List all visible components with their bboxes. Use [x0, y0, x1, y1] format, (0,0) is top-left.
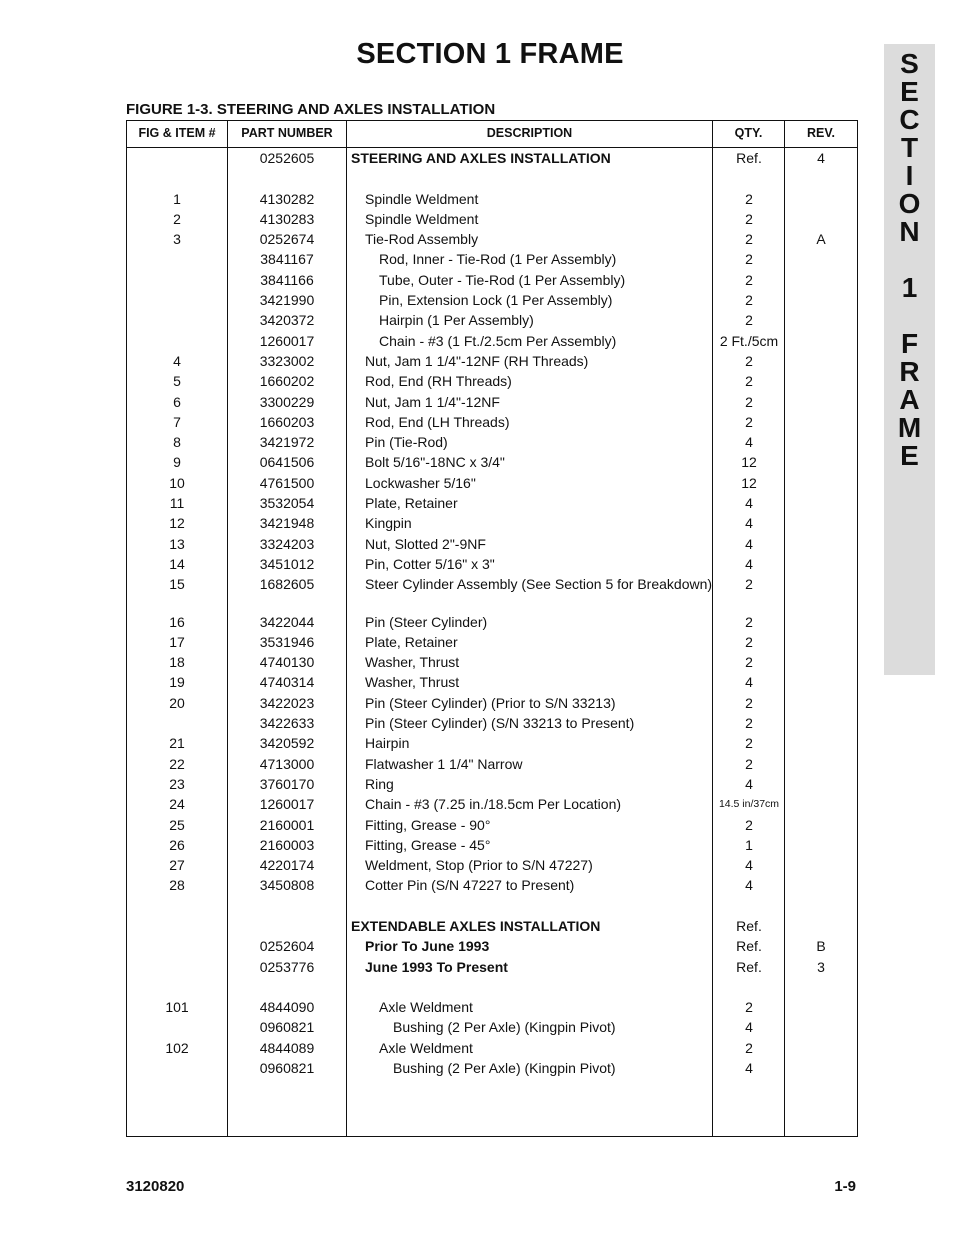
cell-qty: Ref.	[736, 938, 762, 955]
side-tab-letter: S	[900, 48, 919, 79]
table-row	[127, 776, 857, 793]
table-row	[127, 251, 857, 268]
cell-part-number: 3323002	[259, 352, 315, 369]
table-row	[127, 1060, 857, 1077]
cell-qty: 2	[745, 251, 753, 268]
side-tab-letter: O	[898, 188, 921, 219]
cell-qty: 2	[745, 271, 753, 288]
cell-part-number: 3420372	[259, 312, 315, 329]
cell-part-number: 3421990	[259, 292, 315, 309]
table-row	[127, 1040, 857, 1057]
cell-description: Pin (Steer Cylinder) (Prior to S/N 33213)	[365, 694, 616, 711]
cell-fig-item: 13	[169, 535, 185, 552]
cell-qty: 2	[745, 292, 753, 309]
cell-qty: 12	[741, 454, 757, 471]
cell-fig-item: 1	[173, 190, 181, 207]
cell-part-number: 0253776	[259, 958, 315, 975]
cell-part-number: 0960821	[259, 1019, 315, 1036]
side-tab-letter	[884, 302, 935, 330]
cell-description: Hairpin (1 Per Assembly)	[379, 312, 534, 329]
cell-fig-item: 14	[169, 555, 185, 572]
cell-qty: 14.5 in/37cm	[718, 798, 780, 811]
cell-qty: 2	[745, 633, 753, 650]
cell-fig-item: 9	[173, 454, 181, 471]
cell-qty: 2	[745, 373, 753, 390]
cell-description: Cotter Pin (S/N 47227 to Present)	[365, 877, 575, 894]
cell-fig-item: 10	[169, 474, 185, 491]
cell-description: Weldment, Stop (Prior to S/N 47227)	[365, 857, 593, 874]
table-row	[127, 1019, 857, 1036]
cell-part-number: 3420592	[259, 735, 315, 752]
cell-part-number: 3841166	[260, 271, 314, 288]
table-row	[127, 756, 857, 773]
cell-part-number: 3531946	[259, 633, 315, 650]
cell-qty: 2	[745, 694, 753, 711]
cell-part-number: 0252604	[259, 938, 315, 955]
cell-part-number: 1682605	[259, 576, 315, 593]
cell-rev: B	[816, 938, 826, 955]
cell-qty: 4	[745, 877, 753, 894]
cell-part-number: 3300229	[259, 393, 315, 410]
table-row	[127, 817, 857, 834]
cell-description: Pin (Steer Cylinder)	[365, 613, 488, 630]
table-row	[127, 918, 857, 935]
cell-part-number: 1660202	[259, 373, 315, 390]
side-tab-letter: E	[900, 440, 919, 471]
cell-qty: 2	[745, 1039, 753, 1056]
table-body	[127, 147, 857, 1077]
cell-part-number: 4130282	[259, 190, 315, 207]
cell-qty: 2	[745, 352, 753, 369]
side-tab-letter	[884, 246, 935, 274]
cell-description: Bushing (2 Per Axle) (Kingpin Pivot)	[393, 1060, 616, 1077]
cell-description: Rod, End (RH Threads)	[365, 373, 512, 390]
cell-part-number: 4220174	[259, 857, 315, 874]
table-row	[127, 312, 857, 329]
cell-part-number: 3421948	[259, 515, 315, 532]
cell-part-number: 3760170	[259, 775, 315, 792]
cell-fig-item: 101	[165, 999, 189, 1016]
cell-description: Plate, Retainer	[365, 495, 458, 512]
cell-part-number: 3422044	[259, 613, 315, 630]
cell-description: Ring	[365, 775, 394, 792]
cell-qty: 2	[745, 393, 753, 410]
cell-description: Pin, Cotter 5/16" x 3"	[365, 555, 495, 572]
table-row	[127, 333, 857, 350]
side-tab-letter: E	[900, 76, 919, 107]
cell-fig-item: 19	[169, 674, 185, 691]
table-row	[127, 959, 857, 976]
cell-part-number: 3422023	[259, 694, 315, 711]
cell-fig-item: 11	[169, 495, 185, 512]
cell-fig-item: 28	[169, 877, 185, 894]
cell-qty: 4	[745, 495, 753, 512]
cell-fig-item: 23	[169, 775, 185, 792]
cell-qty: 12	[741, 474, 757, 491]
cell-part-number: 0252674	[259, 231, 315, 248]
cell-description: Axle Weldment	[379, 999, 473, 1016]
section-side-tab	[884, 44, 935, 675]
cell-qty: 2	[745, 231, 753, 248]
cell-qty: 2	[745, 413, 753, 430]
table-row	[127, 877, 857, 894]
cell-qty: 4	[745, 1060, 753, 1077]
cell-fig-item: 22	[169, 755, 185, 772]
cell-description: STEERING AND AXLES INSTALLATION	[351, 150, 611, 166]
table-row	[127, 999, 857, 1016]
cell-part-number: 3451012	[259, 555, 315, 572]
cell-qty: 2	[745, 999, 753, 1016]
cell-description: Pin (Tie-Rod)	[365, 434, 448, 451]
cell-description: Prior To June 1993	[365, 938, 490, 955]
table-row	[127, 715, 857, 732]
cell-fig-item: 102	[165, 1039, 189, 1056]
cell-fig-item: 20	[169, 694, 185, 711]
cell-qty: 2	[745, 190, 753, 207]
cell-description: Bolt 5/16"-18NC x 3/4"	[365, 454, 505, 471]
table-row	[127, 454, 857, 471]
cell-part-number: 1260017	[259, 332, 315, 349]
cell-description: Steer Cylinder Assembly (See Section 5 for Breakdown)	[365, 576, 713, 593]
cell-qty: Ref.	[736, 958, 762, 975]
cell-description: Nut, Jam 1 1/4"-12NF	[365, 393, 500, 410]
cell-description: Kingpin	[365, 515, 412, 532]
cell-part-number: 1660203	[259, 413, 315, 430]
cell-part-number: 3450808	[259, 877, 315, 894]
header-part-number: PART NUMBER	[241, 126, 333, 140]
section-title: SECTION 1 FRAME	[356, 38, 624, 70]
cell-description: Spindle Weldment	[365, 190, 479, 207]
table-row	[127, 536, 857, 553]
table-row	[127, 634, 857, 651]
side-tab-letter: 1	[901, 272, 918, 303]
cell-description: Bushing (2 Per Axle) (Kingpin Pivot)	[393, 1019, 616, 1036]
cell-fig-item: 5	[173, 373, 181, 390]
cell-fig-item: 17	[169, 633, 185, 650]
cell-description: Axle Weldment	[379, 1039, 473, 1056]
table-row	[127, 515, 857, 532]
header-fig-item: FIG & ITEM #	[138, 126, 216, 140]
table-row	[127, 695, 857, 712]
cell-part-number: 2160003	[259, 836, 315, 853]
cell-fig-item: 6	[173, 393, 181, 410]
table-row	[127, 434, 857, 451]
cell-qty: 4	[745, 674, 753, 691]
cell-fig-item: 24	[169, 796, 185, 813]
table-row	[127, 556, 857, 573]
cell-fig-item: 25	[169, 816, 185, 833]
cell-qty: 2	[745, 576, 753, 593]
cell-qty: 4	[745, 555, 753, 572]
cell-rev: 4	[817, 150, 825, 166]
cell-qty: 4	[745, 434, 753, 451]
cell-part-number: 4740314	[259, 674, 315, 691]
cell-qty: 4	[745, 535, 753, 552]
table-row	[127, 150, 857, 167]
side-tab-letter: C	[899, 104, 920, 135]
cell-description: Pin (Steer Cylinder) (S/N 33213 to Present)	[365, 715, 635, 732]
cell-fig-item: 18	[169, 654, 185, 671]
cell-description: Spindle Weldment	[365, 210, 479, 227]
cell-description: Flatwasher 1 1/4" Narrow	[365, 755, 523, 772]
cell-description: Chain - #3 (1 Ft./2.5cm Per Assembly)	[379, 332, 617, 349]
cell-part-number: 3841167	[260, 251, 314, 268]
cell-description: Lockwasher 5/16"	[365, 474, 476, 491]
cell-description: Tube, Outer - Tie-Rod (1 Per Assembly)	[379, 271, 626, 288]
side-tab-letter: N	[899, 216, 920, 247]
cell-description: Hairpin	[365, 735, 410, 752]
cell-description: Tie-Rod Assembly	[365, 231, 479, 248]
cell-qty: 2	[745, 312, 753, 329]
cell-description: June 1993 To Present	[365, 958, 508, 975]
parts-table	[126, 120, 858, 1137]
cell-part-number: 4844089	[259, 1039, 315, 1056]
table-row	[127, 576, 857, 610]
cell-fig-item: 12	[169, 515, 185, 532]
page-number: 1-9	[834, 1178, 856, 1195]
cell-description: Plate, Retainer	[365, 633, 458, 650]
table-row	[127, 292, 857, 309]
side-tab-letters	[884, 50, 935, 470]
cell-fig-item: 26	[169, 836, 185, 853]
table-row	[127, 373, 857, 390]
cell-qty: 4	[745, 775, 753, 792]
cell-description: Washer, Thrust	[365, 654, 460, 671]
cell-qty: 4	[745, 857, 753, 874]
cell-fig-item: 27	[169, 857, 185, 874]
header-description: DESCRIPTION	[486, 126, 573, 140]
side-tab-letter: T	[900, 132, 919, 163]
cell-description: Fitting, Grease - 45°	[365, 836, 491, 853]
cell-qty: 1	[745, 836, 753, 853]
cell-part-number: 4713000	[259, 755, 315, 772]
cell-part-number: 3324203	[259, 535, 315, 552]
side-tab-letter: R	[899, 356, 920, 387]
cell-part-number: 0641506	[259, 454, 315, 471]
table-row	[127, 231, 857, 248]
cell-qty: Ref.	[736, 150, 762, 166]
table-row	[127, 353, 857, 370]
table-row	[127, 857, 857, 874]
cell-qty: 2 Ft./5cm	[719, 332, 779, 349]
table-row	[127, 414, 857, 431]
document-number: 3120820	[126, 1178, 185, 1195]
cell-fig-item: 3	[173, 231, 181, 248]
cell-description: EXTENDABLE AXLES INSTALLATION	[351, 917, 601, 934]
side-tab-letter: F	[900, 328, 919, 359]
cell-fig-item: 2	[173, 210, 181, 227]
cell-fig-item: 7	[173, 413, 181, 430]
cell-qty: 2	[745, 755, 753, 772]
cell-description: Washer, Thrust	[365, 674, 460, 691]
cell-fig-item: 4	[173, 352, 181, 369]
cell-part-number: 4761500	[259, 474, 315, 491]
cell-part-number: 3532054	[259, 495, 315, 512]
cell-qty: 2	[745, 613, 753, 630]
cell-description: Nut, Jam 1 1/4"-12NF (RH Threads)	[365, 352, 589, 369]
cell-qty: 2	[745, 715, 753, 732]
table-row	[127, 495, 857, 512]
table-row	[127, 654, 857, 671]
table-row	[127, 735, 857, 752]
cell-part-number: 4740130	[259, 654, 315, 671]
table-row	[127, 796, 857, 813]
cell-fig-item: 16	[169, 613, 185, 630]
cell-rev: 3	[817, 958, 825, 975]
table-row	[127, 211, 857, 228]
cell-description: Rod, End (LH Threads)	[365, 413, 510, 430]
cell-fig-item: 15	[169, 576, 185, 593]
cell-qty: 2	[745, 654, 753, 671]
table-row	[127, 614, 857, 631]
table-row	[127, 191, 857, 208]
cell-description: Fitting, Grease - 90°	[365, 816, 491, 833]
table-row	[127, 938, 857, 955]
cell-part-number: 3422633	[259, 715, 315, 732]
side-tab-letter: A	[899, 384, 920, 415]
header-qty: QTY.	[734, 126, 763, 140]
cell-part-number: 4130283	[259, 210, 315, 227]
cell-rev: A	[816, 231, 826, 248]
cell-description: Pin, Extension Lock (1 Per Assembly)	[379, 292, 613, 309]
table-row	[127, 674, 857, 691]
table-row	[127, 837, 857, 854]
cell-part-number: 0252605	[259, 150, 315, 166]
table-row	[127, 475, 857, 492]
cell-qty: Ref.	[736, 917, 762, 934]
side-tab-letter: M	[897, 412, 922, 443]
cell-description: Chain - #3 (7.25 in./18.5cm Per Location)	[365, 796, 622, 813]
cell-description: Nut, Slotted 2"-9NF	[365, 535, 486, 552]
cell-part-number: 4844090	[259, 999, 315, 1016]
table-row	[127, 394, 857, 411]
cell-part-number: 3421972	[259, 434, 315, 451]
cell-qty: 2	[745, 735, 753, 752]
side-tab-letter: I	[905, 160, 914, 191]
cell-fig-item: 8	[173, 434, 181, 451]
header-rev: REV.	[806, 126, 836, 140]
cell-qty: 2	[745, 816, 753, 833]
figure-caption: FIGURE 1-3. STEERING AND AXLES INSTALLATION	[126, 101, 496, 118]
cell-description: Rod, Inner - Tie-Rod (1 Per Assembly)	[379, 251, 617, 268]
cell-part-number: 0960821	[259, 1060, 315, 1077]
cell-part-number: 2160001	[259, 816, 315, 833]
cell-qty: 4	[745, 1019, 753, 1036]
cell-part-number: 1260017	[259, 796, 315, 813]
table-row	[127, 272, 857, 289]
cell-qty: 2	[745, 210, 753, 227]
cell-fig-item: 21	[169, 735, 185, 752]
cell-qty: 4	[745, 515, 753, 532]
